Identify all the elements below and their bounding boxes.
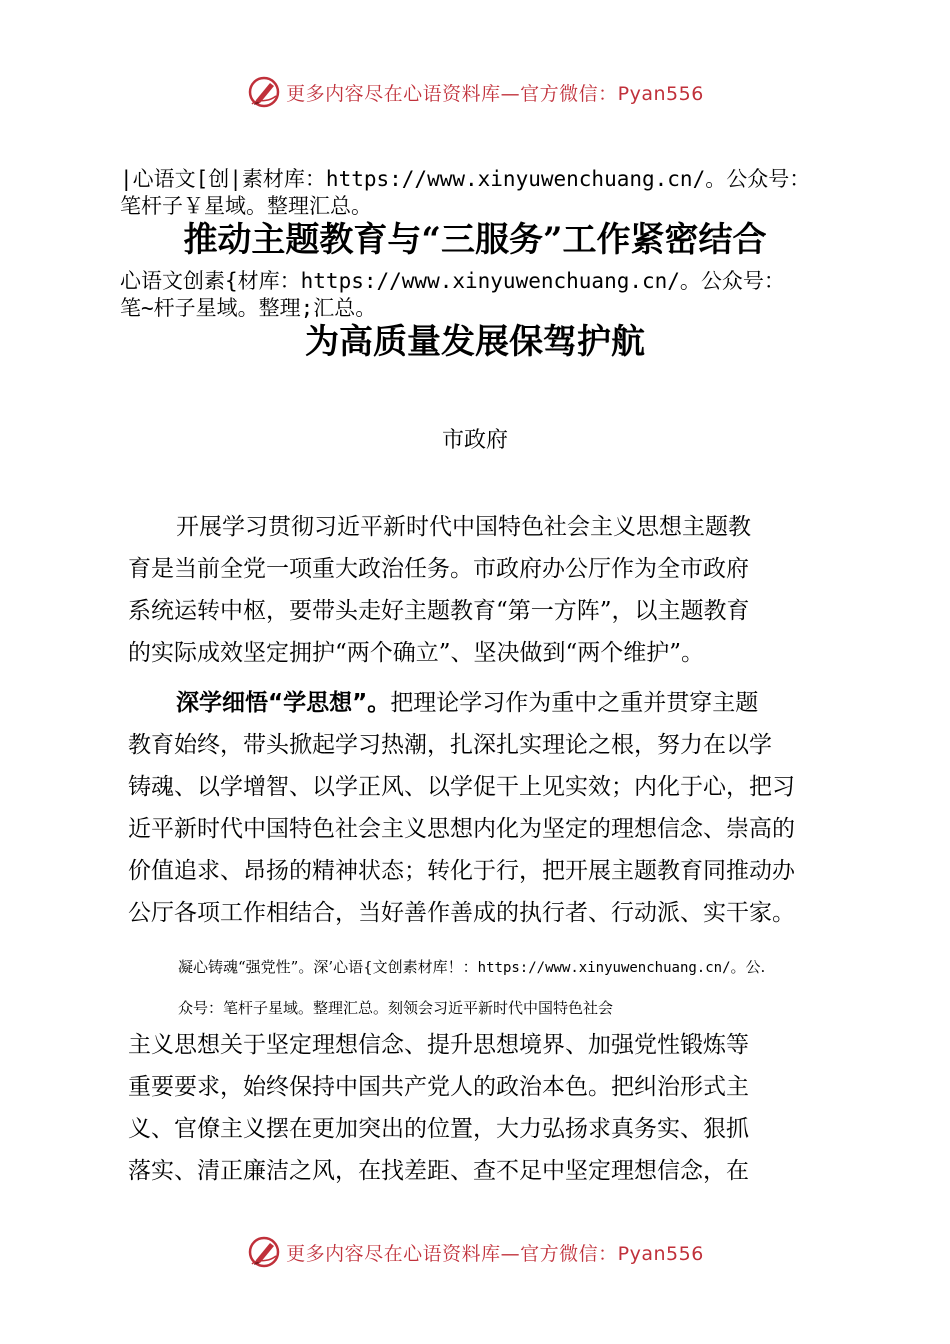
paragraph-2-line: 铸魂、以学增智、以学正风、以学促干上见实效；内化于心，把习 xyxy=(128,774,795,800)
paragraph-1-line: 开展学习贯彻习近平新时代中国特色社会主义思想主题教 xyxy=(176,514,751,540)
header-banner xyxy=(0,72,950,112)
title-line-1: 推动主题教育与“三服务”工作紧密结合 xyxy=(183,220,767,260)
paragraph-2-first-line xyxy=(128,682,848,724)
watermark-line-4: 笔~杆子星域。整理;汇总。 xyxy=(120,296,377,320)
paragraph-1 xyxy=(128,506,848,674)
paragraph-3-line: 主义思想关于坚定理想信念、提升思想境界、加强党性锻炼等 xyxy=(128,1032,749,1058)
paragraph-3-line: 落实、清正廉洁之风，在找差距、查不足中坚定理想信念，在 xyxy=(128,1158,749,1184)
footer-banner-text: 更多内容尽在心语资料库—官方微信：Pyan556 xyxy=(286,1242,704,1265)
watermark-line-3: 心语文创素{材库：https://www.xinyuwenchuang.cn/。公众号： xyxy=(120,269,785,293)
paragraph-3-line: 重要要求，始终保持中国共产党人的政治本色。把纠治形式主 xyxy=(128,1074,749,1100)
small-text-post: 。公. xyxy=(730,958,766,976)
footer-banner xyxy=(0,1232,950,1272)
paragraph-2-line: 近平新时代中国特色社会主义思想内化为坚定的理想信念、崇高的 xyxy=(128,816,795,842)
paragraph-2-line: 价值追求、昂扬的精神状态；转化于行，把开展主题教育同推动办 xyxy=(128,858,795,884)
paragraph-1-line: 的实际成效坚定拥护“两个确立”、坚决做到“两个维护”。 xyxy=(128,640,705,666)
pen-logo-icon xyxy=(246,74,282,110)
paragraph-1-line: 系统运转中枢，要带头走好主题教育“第一方阵”，以主题教育 xyxy=(128,598,750,624)
pen-logo-icon xyxy=(246,1234,282,1270)
paragraph-2-line: 教育始终，带头掀起学习热潮，扎深扎实理论之根，努力在以学 xyxy=(128,732,772,758)
small-text-line-1 xyxy=(178,956,765,979)
author: 市政府 xyxy=(441,428,508,453)
header-banner-text: 更多内容尽在心语资料库—官方微信：Pyan556 xyxy=(286,82,704,105)
paragraph-3-line: 义、官僚主义摆在更加突出的位置，大力弘扬求真务实、狠抓 xyxy=(128,1116,749,1142)
small-text-line-2: 众号：笔杆子星域。整理汇总。刻领会习近平新时代中国特色社会 xyxy=(178,999,614,1017)
paragraph-3 xyxy=(128,1024,848,1192)
title-line-2: 为高质量发展保驾护航 xyxy=(305,322,645,362)
watermark-line-2: 笔杆子￥星域。整理汇总。 xyxy=(120,194,372,218)
paragraph-2-first-rest: 把理论学习作为重中之重并贯穿主题 xyxy=(390,690,759,716)
paragraph-2 xyxy=(128,682,848,934)
small-text-pre: 凝心铸魂“强党性”。深’心语{文创素材库！： xyxy=(178,958,478,976)
paragraph-2-lead: 深学细悟“学思想”。 xyxy=(176,690,391,716)
small-text-url: https://www.xinyuwenchuang.cn/ xyxy=(477,960,731,976)
paragraph-1-line: 育是当前全党一项重大政治任务。市政府办公厅作为全市政府 xyxy=(128,556,749,582)
paragraph-2-line: 公厅各项工作相结合，当好善作善成的执行者、行动派、实干家。 xyxy=(128,900,795,926)
watermark-line-1: |心语文[创|素材库：https://www.xinyuwenchuang.cn/。公众号： xyxy=(120,167,811,191)
